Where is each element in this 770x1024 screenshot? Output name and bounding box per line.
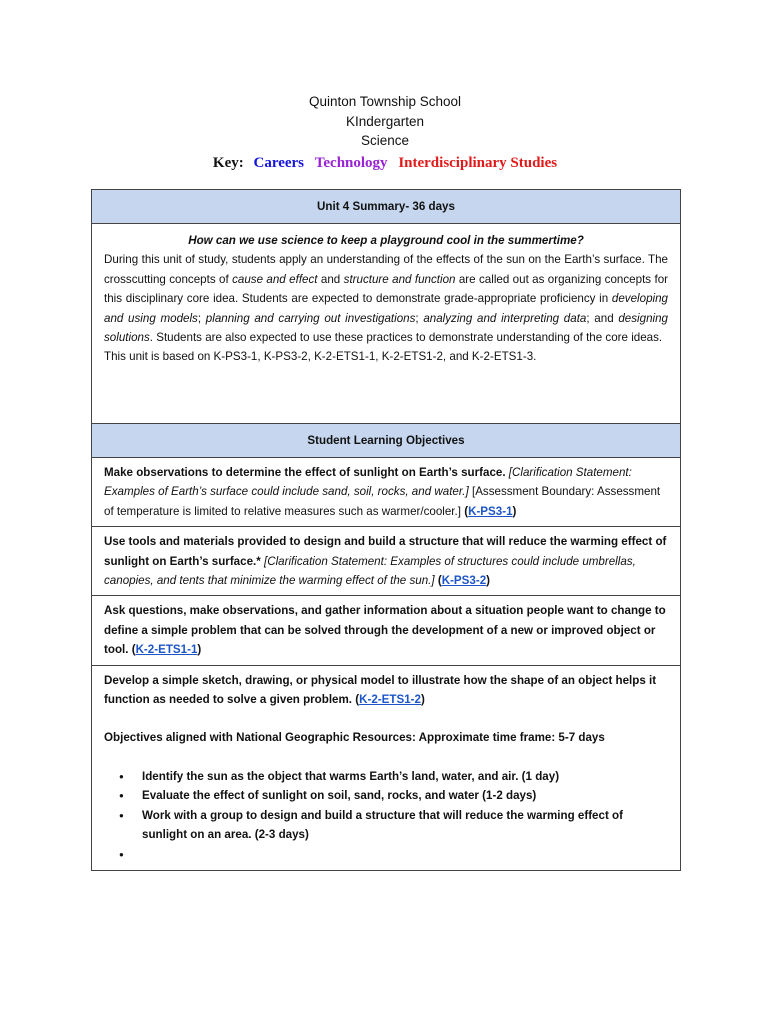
- list-item: ● Identify the sun as the object that warms Earth’s land, water, and air. (1 day): [142, 767, 668, 786]
- standards-basis: This unit is based on K-PS3-1, K-PS3-2, K-2-ETS1-1, K-2-ETS1-2, and K-2-ETS1-3.: [104, 350, 537, 364]
- subject-name: Science: [360, 133, 410, 148]
- paren: (: [352, 693, 360, 707]
- practice-planning: planning and carrying out investigations: [205, 311, 416, 325]
- concept-cause-effect: cause and effect: [232, 272, 318, 286]
- objective-text: Develop a simple sketch, drawing, or physical model to illustrate how the shape of an object helps it function as needed to solve a given problem.: [104, 673, 657, 707]
- document-header: [0, 92, 770, 174]
- summary-text: ; and: [586, 311, 619, 325]
- essential-question: How can we use science to keep a playground cool in the summertime?: [188, 234, 584, 247]
- objective-row-3: [92, 596, 681, 665]
- practice-analyzing: analyzing and interpreting data: [423, 311, 587, 325]
- objective-text: Make observations to determine the effect of sunlight on Earth’s surface.: [104, 466, 506, 479]
- paren: ): [420, 693, 425, 707]
- practice-designing: designing solutions: [104, 311, 668, 345]
- assessment-boundary: [Assessment Boundary: Assessment of temperature is limited to relative measures such as warmer/cooler.]: [104, 485, 661, 518]
- standard-link-k-ps3-1[interactable]: K-PS3-1: [468, 504, 513, 518]
- objectives-heading: Student Learning Objectives: [92, 424, 681, 458]
- key-label: Key:: [212, 154, 244, 171]
- clarification-statement: [Clarification Statement: Examples of structures could include umbrellas, canopies, and tents that minimize the warming effect of the sun.]: [104, 554, 636, 588]
- summary-text: ;: [415, 311, 424, 325]
- grade-level: KIndergarten: [345, 113, 425, 129]
- practice-models: developing and using models: [104, 292, 668, 325]
- paren: ): [486, 574, 491, 588]
- paren: (: [460, 504, 469, 518]
- clarification-statement: [Clarification Statement: Examples of Earth’s surface could include sand, soil, rocks, and water.]: [104, 466, 632, 499]
- list-item: ● Work with a group to design and build a structure that will reduce the warming effect of sunlight on an area. (2-3 days): [142, 806, 668, 845]
- summary-text: and: [317, 272, 344, 286]
- summary-text: . Students are also expected to use these practices to demonstrate understanding of the core ideas.: [149, 331, 663, 345]
- unit-summary-body: [92, 224, 681, 424]
- school-name: Quinton Township School: [308, 94, 462, 109]
- paren: ): [197, 643, 202, 657]
- standard-link-k-2-ets1-2[interactable]: K-2-ETS1-2: [359, 693, 421, 707]
- list-item: ● Evaluate the effect of sunlight on soil, sand, rocks, and water (1-2 days): [142, 786, 668, 805]
- paren: (: [434, 574, 442, 588]
- concept-structure-function: structure and function: [343, 272, 456, 286]
- objective-row-4: [92, 665, 681, 870]
- objective-text: Use tools and materials provided to design and build a structure that will reduce the warming effect of sunlight on Earth’s surface.*: [104, 535, 667, 568]
- key-technology: Technology: [314, 154, 388, 171]
- unit-summary-heading: Unit 4 Summary- 36 days: [92, 190, 681, 224]
- list-item: [142, 845, 668, 864]
- natgeo-objectives-title: Objectives aligned with National Geographic Resources: Approximate time frame: 5-7 days: [104, 731, 605, 745]
- unit-table: [91, 189, 681, 871]
- summary-text: During this unit of study, students apply an understanding of the effects of the sun on the Earth’s surface. The crosscutting concepts of: [104, 253, 668, 286]
- natgeo-objectives-list: [104, 767, 668, 864]
- summary-paragraph: [104, 250, 668, 347]
- objective-text: Ask questions, make observations, and gather information about a situation people want to change to define a simple problem that can be solved through the development of a new or improved object or tool.: [104, 604, 666, 657]
- standard-link-k-2-ets1-1[interactable]: K-2-ETS1-1: [135, 643, 198, 657]
- objective-row-2: [92, 527, 681, 596]
- summary-text: are called out as organizing concepts for this disciplinary core idea. Students are expected to demonstrate grade-appropriate proficiency in: [104, 272, 669, 306]
- paren: ): [512, 504, 517, 518]
- key-careers: Careers: [253, 154, 305, 171]
- paren: (: [128, 643, 136, 657]
- standard-link-k-ps3-2[interactable]: K-PS3-2: [441, 574, 487, 588]
- key-legend: [0, 152, 770, 174]
- objective-row-1: [92, 458, 681, 527]
- summary-text: ;: [197, 311, 206, 325]
- key-interdisciplinary: Interdisciplinary Studies: [398, 154, 558, 171]
